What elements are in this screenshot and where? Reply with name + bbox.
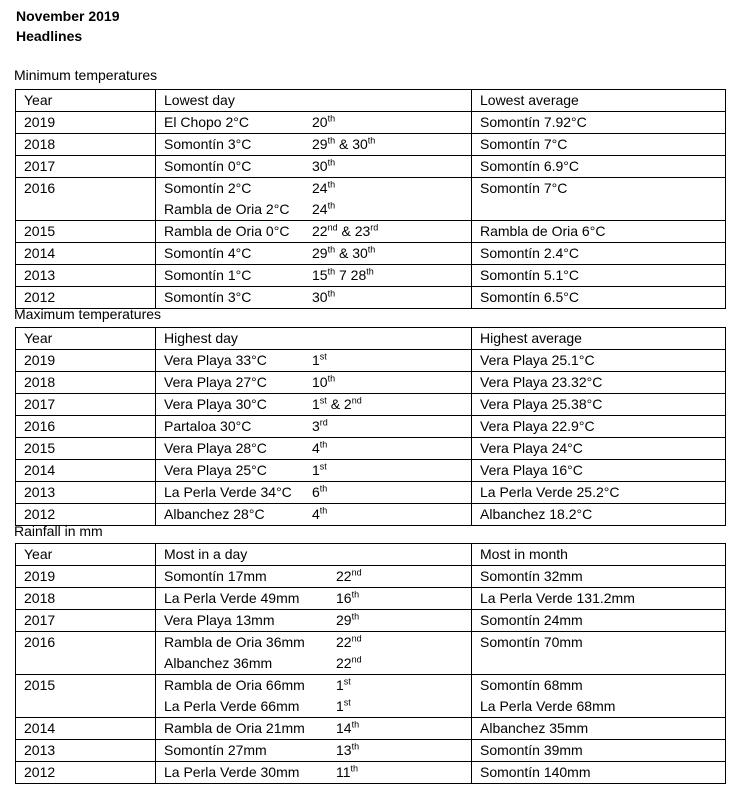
year-cell: 2015	[16, 438, 156, 460]
average-value: Somontín 2.4°C	[480, 245, 579, 261]
date-number: 10	[312, 374, 328, 390]
day-cell	[156, 588, 472, 610]
date-suffix: rd	[319, 417, 328, 428]
place-value: Albanchez 28°C	[164, 506, 265, 522]
average-value: Somontín 140mm	[480, 764, 591, 780]
place-value: Somontín 3°C	[164, 136, 252, 152]
day-entry	[164, 221, 471, 242]
average-cell	[472, 112, 726, 134]
date-suffix: st	[319, 461, 327, 472]
day-cell	[156, 265, 472, 287]
date-number: 15	[312, 267, 328, 283]
year-cell: 2012	[16, 287, 156, 309]
table-row	[16, 394, 726, 416]
day-cell	[156, 762, 472, 784]
day-cell	[156, 221, 472, 243]
date-number: 24	[312, 201, 328, 217]
average-cell	[472, 243, 726, 265]
average-value: Somontín 32mm	[480, 568, 583, 584]
date-value	[312, 416, 328, 437]
date-number: 29	[312, 245, 328, 261]
date-value	[312, 482, 327, 503]
day-cell	[156, 287, 472, 309]
date-value	[336, 588, 359, 609]
place-value: Somontín 2°C	[164, 180, 252, 196]
average-cell	[472, 588, 726, 610]
date-number: 29	[336, 612, 352, 628]
date-value	[312, 372, 335, 393]
year-cell: 2016	[16, 178, 156, 221]
year-cell: 2014	[16, 718, 156, 740]
table-row	[16, 156, 726, 178]
date-value	[312, 287, 335, 308]
date-suffix: th	[327, 157, 336, 168]
date-value	[336, 740, 359, 761]
average-cell	[472, 134, 726, 156]
date-value	[312, 112, 335, 133]
day-cell	[156, 740, 472, 762]
table-header-row	[16, 328, 726, 350]
average-cell	[472, 632, 726, 675]
section-title-rainfall: Rainfall in mm	[14, 523, 103, 539]
date-suffix: th	[327, 373, 336, 384]
average-cell	[472, 460, 726, 482]
average-cell	[472, 566, 726, 588]
average-cell	[472, 394, 726, 416]
date-suffix: th	[351, 741, 360, 752]
section-title-maximum: Maximum temperatures	[14, 306, 162, 322]
day-cell	[156, 156, 472, 178]
place-value: Vera Playa 25°C	[164, 462, 267, 478]
day-cell	[156, 566, 472, 588]
date-number: 29	[312, 136, 328, 152]
table-row	[16, 112, 726, 134]
table-row	[16, 762, 726, 784]
year-cell: 2017	[16, 394, 156, 416]
date-extra: & 30	[335, 136, 368, 152]
day-entry	[164, 675, 471, 696]
date-suffix: th	[351, 589, 360, 600]
average-value: Rambla de Oria 6°C	[480, 223, 606, 239]
day-cell	[156, 675, 472, 718]
average-cell	[472, 372, 726, 394]
day-entry	[164, 718, 471, 739]
average-value: Vera Playa 25.38°C	[480, 396, 603, 412]
date-value	[312, 199, 335, 220]
average-value: Somontín 68mm	[480, 677, 583, 693]
table-row	[16, 675, 726, 718]
date-value	[312, 460, 327, 481]
average-value: Vera Playa 23.32°C	[480, 374, 603, 390]
day-entry	[164, 372, 471, 393]
date-number: 22	[312, 223, 328, 239]
date-suffix: th	[319, 439, 328, 450]
year-cell: 2018	[16, 134, 156, 156]
place-value: Somontín 0°C	[164, 158, 252, 174]
average-cell	[472, 762, 726, 784]
table-row	[16, 610, 726, 632]
day-cell	[156, 178, 472, 221]
year-cell: 2013	[16, 265, 156, 287]
table-row	[16, 588, 726, 610]
place-value: Rambla de Oria 66mm	[164, 677, 305, 693]
day-entry	[164, 610, 471, 631]
table-row	[16, 350, 726, 372]
place-value: El Chopo 2°C	[164, 114, 249, 130]
average-cell	[472, 221, 726, 243]
date-suffix: st	[319, 395, 327, 406]
place-value: Vera Playa 27°C	[164, 374, 267, 390]
year-cell: 2019	[16, 112, 156, 134]
day-cell	[156, 134, 472, 156]
place-value: Vera Playa 28°C	[164, 440, 267, 456]
day-entry	[164, 438, 471, 459]
date-number: 3	[312, 418, 320, 434]
day-entry	[164, 632, 471, 653]
average-value: Somontín 7°C	[480, 136, 568, 152]
date-suffix: st	[343, 697, 351, 708]
date-number: 14	[336, 720, 352, 736]
day-cell	[156, 632, 472, 675]
place-value: Albanchez 36mm	[164, 655, 273, 671]
date-suffix: th	[327, 113, 336, 124]
table-row	[16, 740, 726, 762]
column-header: Most in a day	[156, 544, 472, 566]
year-cell: 2018	[16, 372, 156, 394]
day-cell	[156, 718, 472, 740]
place-value: Rambla de Oria 2°C	[164, 201, 290, 217]
day-entry	[164, 112, 471, 133]
date-value	[312, 134, 375, 155]
day-entry	[164, 762, 471, 783]
table-row	[16, 566, 726, 588]
average-value: Somontín 6.9°C	[480, 158, 579, 174]
average-cell	[472, 482, 726, 504]
average-value: Albanchez 35mm	[480, 720, 589, 736]
minimum-temperatures-table	[15, 89, 726, 309]
date-number: 30	[312, 158, 328, 174]
year-cell: 2017	[16, 610, 156, 632]
place-value: Somontín 1°C	[164, 267, 252, 283]
day-entry	[164, 416, 471, 437]
place-value: Rambla de Oria 36mm	[164, 634, 305, 650]
place-value: Rambla de Oria 21mm	[164, 720, 305, 736]
table-row	[16, 482, 726, 504]
average-value: Somontín 7°C	[480, 180, 568, 196]
date-number: 24	[312, 180, 328, 196]
date-value	[336, 762, 358, 783]
place-value: La Perla Verde 34°C	[164, 484, 292, 500]
day-entry	[164, 156, 471, 177]
date-suffix: th	[319, 505, 328, 516]
column-header: Highest average	[472, 328, 726, 350]
date-suffix: st	[319, 351, 327, 362]
average-cell	[472, 504, 726, 526]
day-entry	[164, 394, 471, 415]
day-cell	[156, 482, 472, 504]
place-value: Vera Playa 33°C	[164, 352, 267, 368]
column-header: Year	[16, 90, 156, 112]
table-row	[16, 265, 726, 287]
date-value	[312, 221, 378, 242]
average-cell	[472, 610, 726, 632]
day-cell	[156, 350, 472, 372]
table-row	[16, 134, 726, 156]
average-value: Vera Playa 22.9°C	[480, 418, 595, 434]
column-header: Year	[16, 544, 156, 566]
average-value: Somontín 70mm	[480, 634, 583, 650]
average-cell	[472, 178, 726, 221]
date-suffix: nd	[351, 654, 362, 665]
table-row	[16, 718, 726, 740]
day-entry	[164, 134, 471, 155]
average-cell	[472, 740, 726, 762]
date-value	[336, 696, 351, 717]
rainfall-table	[15, 543, 726, 784]
year-cell: 2014	[16, 460, 156, 482]
day-cell	[156, 394, 472, 416]
date-value	[336, 675, 351, 696]
day-entry	[164, 740, 471, 761]
day-entry	[164, 243, 471, 264]
year-cell: 2019	[16, 566, 156, 588]
day-entry	[164, 482, 471, 503]
place-value: La Perla Verde 66mm	[164, 698, 300, 714]
date-suffix: th	[327, 266, 336, 277]
date-number: 20	[312, 114, 328, 130]
average-cell	[472, 350, 726, 372]
date-number: 1	[312, 352, 320, 368]
day-entry	[164, 588, 471, 609]
date-number: 16	[336, 590, 352, 606]
day-cell	[156, 372, 472, 394]
date-suffix: th	[350, 763, 359, 774]
date-number: 1	[312, 462, 320, 478]
date-suffix: nd	[351, 633, 362, 644]
place-value: Vera Playa 13mm	[164, 612, 275, 628]
average-cell	[472, 265, 726, 287]
date-value	[312, 156, 335, 177]
table-row	[16, 372, 726, 394]
date-suffix: rd	[370, 222, 379, 233]
average-value: Vera Playa 24°C	[480, 440, 583, 456]
average-value: Somontín 24mm	[480, 612, 583, 628]
date-value	[312, 265, 374, 286]
place-value: Somontín 4°C	[164, 245, 252, 261]
day-cell	[156, 243, 472, 265]
day-entry	[164, 696, 471, 717]
average-value: La Perla Verde 131.2mm	[480, 590, 635, 606]
average-value: Somontín 7.92°C	[480, 114, 587, 130]
day-entry	[164, 460, 471, 481]
date-value	[312, 350, 327, 371]
average-cell	[472, 416, 726, 438]
page-subtitle: Headlines	[16, 28, 83, 44]
day-cell	[156, 112, 472, 134]
date-suffix: st	[343, 676, 351, 687]
column-header: Year	[16, 328, 156, 350]
day-entry	[164, 178, 471, 199]
date-suffix: th	[327, 288, 336, 299]
date-suffix: th	[351, 719, 360, 730]
date-extra: & 30	[335, 245, 368, 261]
date-extra: & 23	[337, 223, 371, 239]
average-value: Albanchez 18.2°C	[480, 506, 593, 522]
date-number: 4	[312, 506, 320, 522]
table-row	[16, 438, 726, 460]
year-cell: 2018	[16, 588, 156, 610]
table-row	[16, 416, 726, 438]
average-cell	[472, 675, 726, 718]
table-row	[16, 221, 726, 243]
date-value	[312, 243, 375, 264]
column-header: Highest day	[156, 328, 472, 350]
date-extra: & 2	[326, 396, 352, 412]
date-suffix: th	[327, 244, 336, 255]
date-value	[336, 566, 362, 587]
day-cell	[156, 460, 472, 482]
page-title: November 2019	[16, 8, 120, 24]
day-cell	[156, 438, 472, 460]
date-value	[336, 610, 359, 631]
year-cell: 2019	[16, 350, 156, 372]
date-value	[312, 394, 362, 415]
date-value	[336, 653, 362, 674]
date-number: 1	[336, 677, 344, 693]
place-value: Somontín 17mm	[164, 568, 267, 584]
average-value: Vera Playa 25.1°C	[480, 352, 595, 368]
column-header: Most in month	[472, 544, 726, 566]
column-header: Lowest day	[156, 90, 472, 112]
place-value: Rambla de Oria 0°C	[164, 223, 290, 239]
year-cell: 2015	[16, 675, 156, 718]
year-cell: 2013	[16, 740, 156, 762]
date-number: 13	[336, 742, 352, 758]
date-number: 11	[336, 764, 351, 780]
place-value: Somontín 27mm	[164, 742, 267, 758]
date-number: 22	[336, 655, 352, 671]
average-value: La Perla Verde 68mm	[480, 698, 616, 714]
average-cell	[472, 156, 726, 178]
date-suffix: nd	[351, 395, 362, 406]
average-value: Somontín 5.1°C	[480, 267, 579, 283]
place-value: La Perla Verde 49mm	[164, 590, 300, 606]
date-suffix: th	[366, 266, 374, 277]
date-number: 4	[312, 440, 320, 456]
year-cell: 2012	[16, 504, 156, 526]
date-value	[312, 438, 327, 459]
place-value: Somontín 3°C	[164, 289, 252, 305]
day-entry	[164, 566, 471, 587]
day-cell	[156, 610, 472, 632]
date-suffix: th	[327, 200, 336, 211]
table-header-row	[16, 90, 726, 112]
day-cell	[156, 504, 472, 526]
table-row	[16, 632, 726, 675]
day-entry	[164, 199, 471, 220]
day-entry	[164, 350, 471, 371]
table-row	[16, 460, 726, 482]
average-value: La Perla Verde 25.2°C	[480, 484, 620, 500]
column-header: Lowest average	[472, 90, 726, 112]
year-cell: 2016	[16, 632, 156, 675]
day-entry	[164, 287, 471, 308]
date-number: 22	[336, 634, 352, 650]
date-value	[312, 504, 327, 525]
date-suffix: th	[367, 135, 376, 146]
table-header-row	[16, 544, 726, 566]
average-cell	[472, 718, 726, 740]
average-value: Vera Playa 16°C	[480, 462, 583, 478]
table-row	[16, 178, 726, 221]
year-cell: 2015	[16, 221, 156, 243]
day-entry	[164, 265, 471, 286]
date-number: 6	[312, 484, 320, 500]
date-value	[312, 178, 335, 199]
day-entry	[164, 504, 471, 525]
year-cell: 2014	[16, 243, 156, 265]
date-suffix: th	[327, 135, 336, 146]
date-suffix: th	[327, 179, 336, 190]
year-cell: 2016	[16, 416, 156, 438]
average-cell	[472, 438, 726, 460]
year-cell: 2013	[16, 482, 156, 504]
date-suffix: nd	[351, 567, 362, 578]
table-row	[16, 243, 726, 265]
date-suffix: th	[319, 483, 328, 494]
date-number: 1	[336, 698, 344, 714]
year-cell: 2017	[16, 156, 156, 178]
date-number: 22	[336, 568, 352, 584]
maximum-temperatures-table	[15, 327, 726, 526]
date-suffix: nd	[327, 222, 338, 233]
date-number: 30	[312, 289, 328, 305]
date-value	[336, 718, 359, 739]
average-value: Somontín 6.5°C	[480, 289, 579, 305]
day-cell	[156, 416, 472, 438]
date-suffix: th	[367, 244, 376, 255]
date-value	[336, 632, 362, 653]
place-value: Vera Playa 30°C	[164, 396, 267, 412]
section-title-minimum: Minimum temperatures	[14, 67, 158, 83]
year-cell: 2012	[16, 762, 156, 784]
average-cell	[472, 287, 726, 309]
day-entry	[164, 653, 471, 674]
date-suffix: th	[351, 611, 360, 622]
place-value: La Perla Verde 30mm	[164, 764, 300, 780]
place-value: Partaloa 30°C	[164, 418, 252, 434]
average-value: Somontín 39mm	[480, 742, 583, 758]
date-number: 1	[312, 396, 320, 412]
date-extra: 7 28	[335, 267, 367, 283]
table-row	[16, 504, 726, 526]
